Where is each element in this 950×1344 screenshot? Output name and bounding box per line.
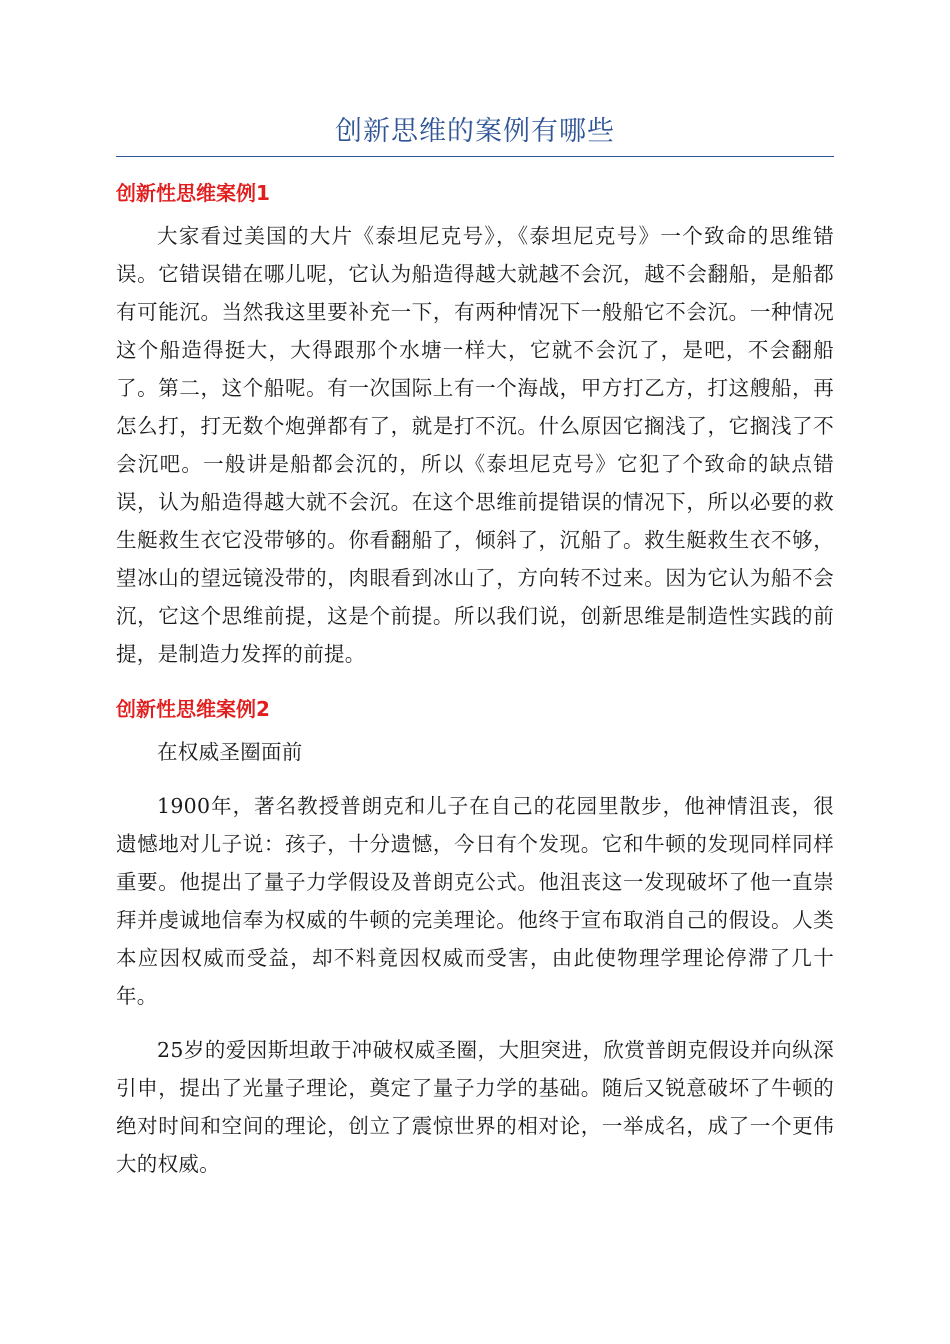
body-paragraph: 1900年，著名教授普朗克和儿子在自己的花园里散步，他神情沮丧，很遗憾地对儿子说：孩子，十分遗憾，今日有个发现。它和牛顿的发现同样同样重要。他提出了量子力学假设及普朗克公式。他沮丧这一发现破坏了他一直崇拜并虔诚地信奉为权威的牛顿的完美理论。他终于宣布取消自己的假设。人类本应因权威而受益，却不料竟因权威而受害，由此使物理学理论停滞了几十年。 bbox=[116, 794, 834, 1008]
case-section-1 bbox=[116, 179, 834, 673]
body-paragraph: 25岁的爱因斯坦敢于冲破权威圣圈，大胆突进，欣赏普朗克假设并向纵深引申，提出了光量子理论，奠定了量子力学的基础。随后又锐意破坏了牛顿的绝对时间和空间的理论，创立了震惊世界的相对论，一举成名，成了一个更伟大的权威。 bbox=[116, 1038, 834, 1176]
document-title: 创新思维的案例有哪些 bbox=[116, 112, 834, 157]
section-heading: 创新性思维案例2 bbox=[116, 697, 270, 721]
body-paragraph: 大家看过美国的大片《泰坦尼克号》，《泰坦尼克号》一个致命的思维错误。它错误错在哪儿呢，它认为船造得越大就越不会沉，越不会翻船，是船都有可能沉。当然我这里要补充一下，有两种情况下一般船它不会沉。一种情况这个船造得挺大，大得跟那个水塘一样大，它就不会沉了，是吧，不会翻船了。第二，这个船呢。有一次国际上有一个海战，甲方打乙方，打这艘船，再怎么打，打无数个炮弹都有了，就是打不沉。什么原因它搁浅了，它搁浅了不会沉吧。一般讲是船都会沉的，所以《泰坦尼克号》它犯了个致命的缺点错误，认为船造得越大就不会沉。在这个思维前提错误的情况下，所以必要的救生艇救生衣它没带够的。你看翻船了，倾斜了，沉船了。救生艇救生衣不够，望冰山的望远镜没带的，肉眼看到冰山了，方向转不过来。因为它认为船不会沉，它这个思维前提，这是个前提。所以我们说，创新思维是制造性实践的前提，是制造力发挥的前提。 bbox=[116, 224, 834, 666]
body-paragraph: 在权威圣圈面前 bbox=[157, 740, 303, 764]
section-heading: 创新性思维案例1 bbox=[116, 181, 270, 205]
document-page bbox=[116, 112, 834, 1183]
case-section-2 bbox=[116, 695, 834, 1183]
